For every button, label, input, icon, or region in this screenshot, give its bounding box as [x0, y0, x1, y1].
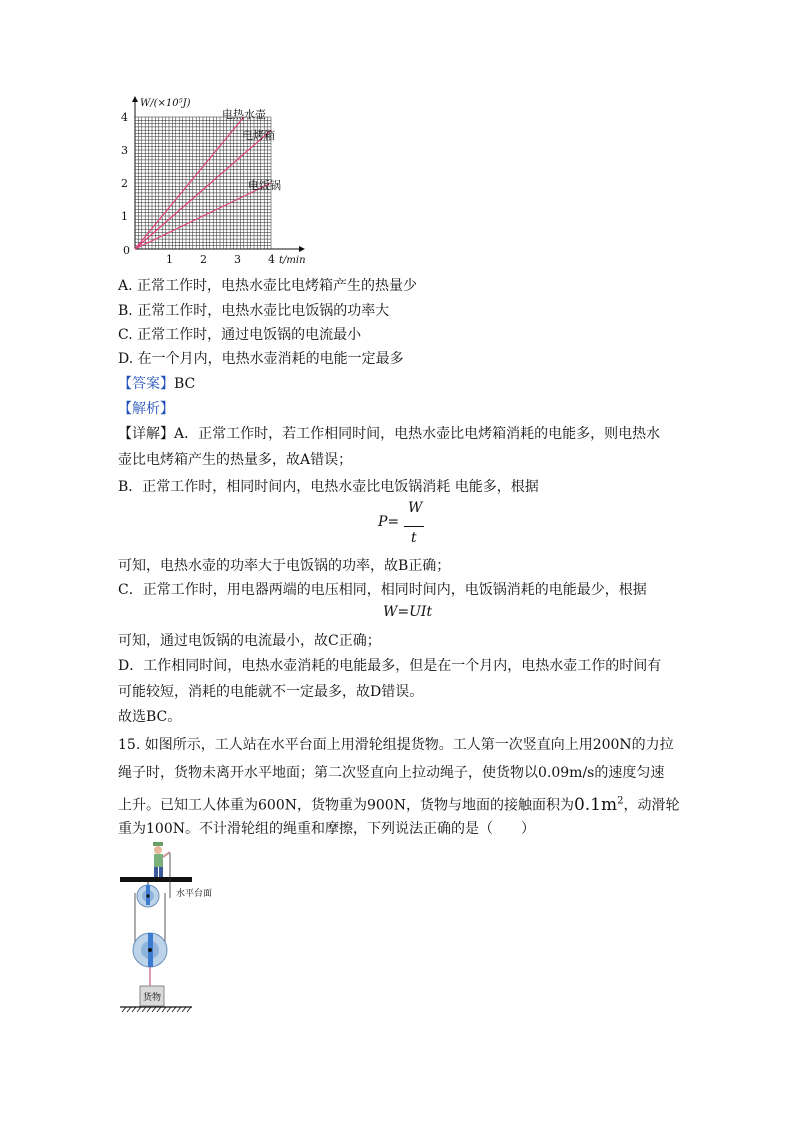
hatch-mark	[157, 1007, 161, 1012]
platform	[120, 877, 192, 882]
q15-line3-text: 上升。已知工人体重为600N，货物重为900N，货物与地面的接触面积为	[118, 797, 574, 814]
movable-pulley	[133, 933, 167, 967]
detail-b-line1: B．正常工作时，相同时间内，电热水壶比电饭锅消耗 电能多，根据	[118, 479, 539, 495]
y-axis-arrow	[132, 96, 138, 102]
y-tick-label: 4	[121, 111, 128, 124]
detail-c-line2: 可知，通过电饭锅的电流最小，故C正确；	[118, 633, 381, 649]
detail-c-line1: C．正常工作时，用电器两端的电压相同，相同时间内，电饭锅消耗的电能最少，根据	[118, 582, 647, 598]
ground-hatch	[122, 1007, 191, 1012]
q15-line3-tail: ，动滑轮	[623, 797, 680, 814]
hatch-mark	[127, 1007, 131, 1012]
cargo-label: 货物	[143, 993, 162, 1003]
hatch-mark	[177, 1007, 181, 1012]
contact-area-value: 0.1m	[573, 794, 618, 815]
pulley-figure	[118, 838, 228, 1018]
fixed-pulley	[137, 885, 159, 907]
y-axis-label: W/(×10⁵J)	[140, 98, 191, 109]
fraction-bar	[404, 526, 424, 527]
energy-time-chart	[110, 92, 306, 272]
x-axis-arrow	[299, 246, 305, 252]
hatch-mark	[137, 1007, 141, 1012]
answer-value: BC	[174, 376, 196, 392]
hatch-mark	[172, 1007, 176, 1012]
series-label: 电热水壶	[222, 108, 266, 121]
hatch-mark	[187, 1007, 191, 1012]
detail-a-text1: A．正常工作时，若工作相同时间，电热水壶比电烤箱消耗的电能多，则电热水	[174, 426, 661, 442]
contact-area-exponent: 2	[617, 795, 624, 806]
conclusion: 故选BC。	[118, 709, 182, 725]
option-c: C. 正常工作时，通过电饭锅的电流最小	[118, 327, 362, 343]
detail-d-line2: 可能较短，消耗的电能就不一定最多，故D错误。	[118, 684, 424, 700]
detail-b-line2: 可知，电热水壶的功率大于电饭锅的功率，故B正确；	[118, 558, 451, 574]
x-axis-label: t/min	[279, 255, 306, 266]
formula-power-lhs: P=	[378, 514, 400, 530]
detail-d-line1: D．工作相同时间，电热水壶消耗的电能最多，但是在一个月内，电热水壶工作的时间有	[118, 658, 662, 674]
option-b: B. 正常工作时，电热水壶比电饭锅的功率大	[118, 303, 390, 319]
series-label: 电饭锅	[248, 179, 281, 192]
answer-line	[118, 374, 195, 394]
hatch-mark	[122, 1007, 126, 1012]
answer-label: 【答案】	[118, 376, 174, 392]
y-tick-label: 3	[121, 144, 128, 157]
x-tick-label: 3	[234, 253, 241, 266]
x-tick-label: 0	[123, 244, 130, 257]
platform-label: 水平台面	[176, 889, 213, 899]
hatch-mark	[167, 1007, 171, 1012]
analysis-label: 【解析】	[118, 401, 174, 417]
detail-a-line2: 壶比电烤箱产生的热量多，故A错误；	[118, 452, 353, 468]
q15-line1: 15. 如图所示，工人站在水平台面上用滑轮组提货物。工人第一次竖直向上用200N的力拉	[118, 737, 674, 753]
hatch-mark	[147, 1007, 151, 1012]
q15-line4: 重为100N。不计滑轮组的绳重和摩擦，下列说法正确的是（ ）	[118, 821, 535, 837]
y-tick-label: 1	[121, 210, 128, 223]
hatch-mark	[142, 1007, 146, 1012]
option-d: D. 在一个月内，电热水壶消耗的电能一定最多	[118, 351, 404, 367]
detail-a-line1	[118, 424, 660, 444]
hatch-mark	[152, 1007, 156, 1012]
x-tick-label: 1	[166, 253, 173, 266]
hatch-mark	[182, 1007, 186, 1012]
worker-figure	[153, 842, 170, 877]
series-label: 电烤箱	[242, 129, 275, 142]
q15-line3	[118, 791, 679, 816]
detail-label: 【详解】	[118, 426, 174, 442]
formula-energy: W=UIt	[383, 604, 433, 620]
q15-line2: 绳子时，货物未离开水平地面；第二次竖直向上拉动绳子，使货物以0.09m/s的速度匀速	[118, 765, 665, 781]
contact-area	[574, 795, 624, 815]
hatch-mark	[132, 1007, 136, 1012]
hatch-mark	[162, 1007, 166, 1012]
formula-power-numerator: W	[408, 500, 423, 516]
option-a: A. 正常工作时，电热水壶比电烤箱产生的热量少	[118, 278, 418, 294]
x-tick-label: 4	[268, 253, 275, 266]
formula-power-denominator: t	[411, 530, 417, 546]
x-tick-label: 2	[200, 253, 207, 266]
y-tick-label: 2	[121, 177, 128, 190]
